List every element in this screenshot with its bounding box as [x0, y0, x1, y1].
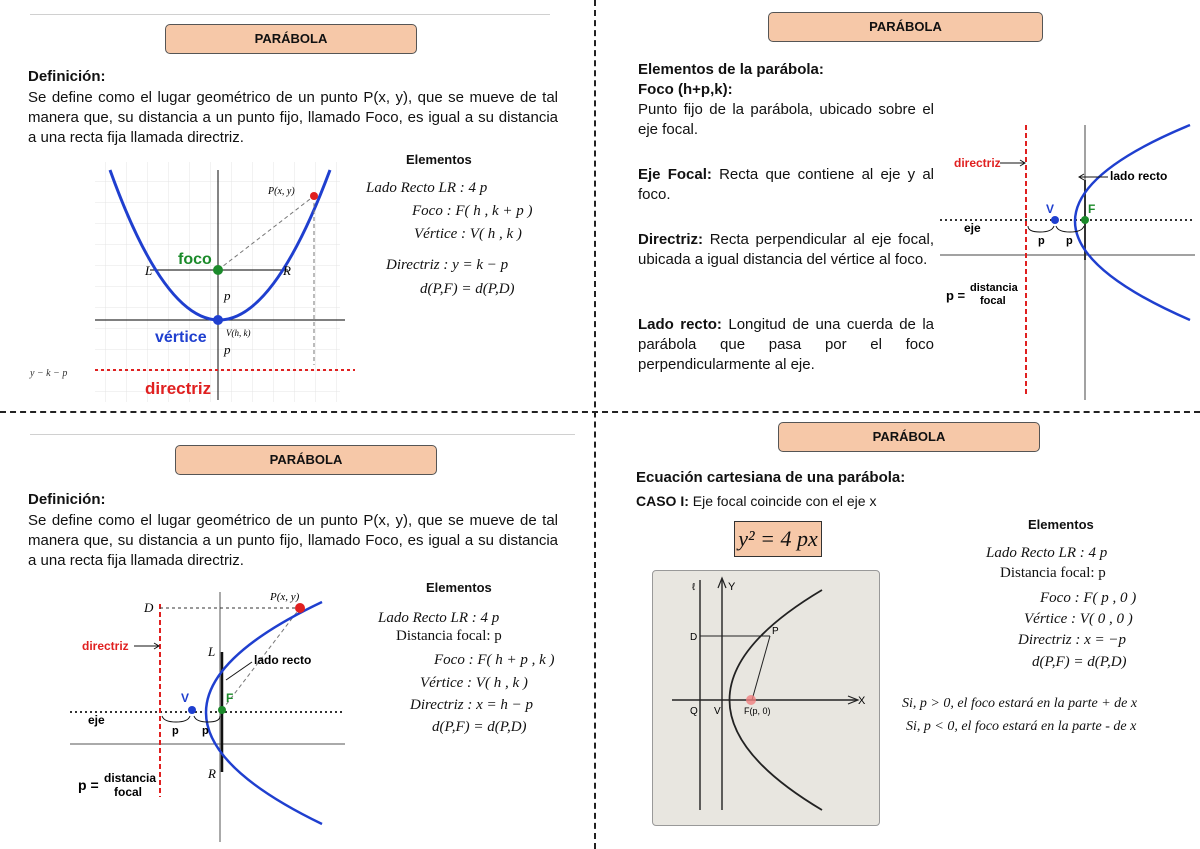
panel-title: PARÁBOLA — [165, 24, 417, 54]
directrix-equation-label: y − k − p — [30, 368, 68, 379]
formula-directriz: Directriz : x = h − p — [410, 697, 534, 713]
pf-segment — [752, 636, 770, 700]
eje-focal-block: Eje Focal: Recta que contiene al eje y al foco. — [638, 166, 935, 203]
distancia-label: distancia — [104, 771, 157, 785]
formula-distance: d(P,F) = d(P,D) — [420, 281, 515, 297]
vertex-point — [213, 315, 223, 325]
p-equals-label: p = — [946, 288, 966, 303]
point-p-label: P — [772, 626, 779, 637]
definition-heading: Definición: — [28, 68, 106, 85]
vertex-label: vértice — [155, 329, 207, 346]
distance-p-left: p — [172, 725, 179, 737]
panel-title: PARÁBOLA — [768, 12, 1043, 42]
foco-text: Punto fijo de la parábola, ubicado sobre el eje focal. — [638, 101, 934, 138]
formula-distance: d(P,F) = d(P,D) — [432, 719, 527, 735]
parabola-horizontal-graph — [940, 120, 1195, 400]
elements-heading: Elementos — [1028, 517, 1094, 532]
point-p-label: P(x, y) — [270, 591, 300, 603]
point-l-label: L — [208, 644, 216, 659]
focus-label: F(p, 0) — [744, 706, 771, 716]
directrix-label: directriz — [145, 379, 212, 398]
panel-title: PARÁBOLA — [175, 445, 437, 475]
point-d-label: D — [690, 632, 698, 643]
directrix-label: directriz — [82, 639, 129, 653]
condition-positive: Si, p > 0, el foco estará en la parte + de x — [902, 696, 1138, 711]
formula-vertice: Vértice : V( h , k ) — [420, 675, 528, 691]
vertex-label: V — [181, 691, 190, 705]
directrix-letter-label: ℓ — [692, 582, 696, 593]
vertex-point — [1051, 216, 1059, 224]
distancia-label: distancia — [970, 282, 1018, 294]
p-equals-label: p = — [78, 777, 99, 793]
axis-label: eje — [88, 713, 105, 727]
formula-vertice: Vértice : V( h , k ) — [414, 226, 522, 242]
focus-point — [213, 265, 223, 275]
point-r-label: R — [208, 766, 216, 781]
condition-negative: Si, p < 0, el foco estará en la parte - de x — [906, 719, 1137, 734]
vertex-point — [188, 706, 196, 714]
lado-recto-block: Lado recto: Longitud de una cuerda de la parábola que pasa por el foco perpendicularmente al eje. — [638, 316, 934, 373]
point-d-label: D — [144, 600, 154, 615]
focal-label: focal — [980, 295, 1006, 307]
distance-p-lower: p — [224, 342, 231, 357]
parabola-curve — [1075, 125, 1190, 320]
definition-text: Se define como el lugar geométrico de un punto P(x, y), que se mueve de tal manera que, su distancia a un punto fijo, llamado Foco, es igual a su distancia a una recta fija llamada directriz. — [28, 512, 558, 569]
distance-p-upper: p — [224, 288, 231, 303]
brace-right — [1056, 226, 1084, 232]
definition-text: Se define como el lugar geométrico de un punto P(x, y), que se mueve de tal manera que, su distancia a un punto fijo, llamado Foco, es igual a su distancia a una recta fija llamada directriz. — [28, 89, 558, 146]
formula-lado-recto: Lado Recto LR : 4 p — [366, 180, 488, 196]
vertex-label: V — [714, 706, 721, 717]
panel-definition-vertical — [0, 0, 590, 412]
focus-point — [218, 706, 226, 714]
formula-distancia-focal: Distancia focal: p — [1000, 565, 1106, 581]
parabola-vertical-graph — [0, 160, 360, 410]
focus-label: F — [1088, 202, 1096, 216]
focus-label: F — [226, 691, 234, 705]
vertical-divider — [594, 0, 596, 849]
panel-title: PARÁBOLA — [778, 422, 1040, 452]
elements-heading: Elementos — [426, 580, 492, 595]
cartesian-equation: y² = 4 px — [734, 521, 822, 557]
panel-elements — [600, 0, 1200, 412]
directriz-block: Directriz: Recta perpendicular al eje focal, ubicada a igual distancia del vértice al foco. — [638, 231, 934, 268]
equation-heading: Ecuación cartesiana de una parábola: — [636, 469, 906, 486]
parabola-horizontal-graph — [60, 592, 350, 842]
point-l-label: L — [145, 263, 153, 278]
formula-lado-recto: Lado Recto LR : 4 p — [378, 610, 500, 626]
panel-definition-horizontal — [0, 414, 590, 849]
focus-label: foco — [178, 251, 212, 268]
formula-directriz: Directriz : x = −p — [1018, 632, 1127, 648]
elements-heading: Elementos — [406, 152, 472, 167]
point-p — [295, 603, 305, 613]
distance-p-right: p — [202, 725, 209, 737]
vertex-coords-label: V(h, k) — [226, 328, 251, 338]
focal-label: focal — [114, 785, 143, 799]
point-q-label: Q — [690, 706, 698, 717]
directrix-label: directriz — [954, 156, 1001, 170]
x-axis-label: X — [858, 695, 866, 707]
focus-point — [746, 695, 756, 705]
foco-heading: Foco (h+p,k): — [638, 81, 733, 98]
brace-left — [1028, 226, 1054, 232]
formula-lado-recto: Lado Recto LR : 4 p — [986, 545, 1108, 561]
formula-foco: Foco : F( h , k + p ) — [412, 203, 533, 219]
formula-distance: d(P,F) = d(P,D) — [1032, 654, 1127, 670]
latus-rectum-label: lado recto — [1110, 169, 1168, 183]
distance-p-right: p — [1066, 235, 1073, 247]
vertex-label: V — [1046, 202, 1055, 216]
formula-foco: Foco : F( h + p , k ) — [434, 652, 555, 668]
y-axis-label: Y — [728, 581, 736, 593]
axis-label: eje — [964, 221, 981, 235]
formula-vertice: Vértice : V( 0 , 0 ) — [1024, 611, 1133, 627]
distance-p-left: p — [1038, 235, 1045, 247]
top-rule — [30, 14, 550, 15]
formula-directriz: Directriz : y = k − p — [386, 257, 509, 273]
point-r-label: R — [283, 263, 291, 278]
formula-foco: Foco : F( p , 0 ) — [1040, 590, 1137, 606]
case-line: CASO I: Eje focal coincide con el eje x — [636, 493, 877, 509]
point-p-label: P(x, y) — [268, 186, 295, 197]
latus-rectum-label: lado recto — [254, 653, 312, 667]
formula-distancia-focal: Distancia focal: p — [396, 628, 502, 644]
point-p — [310, 192, 318, 200]
focus-point — [1081, 216, 1089, 224]
scanned-parabola-graph — [652, 570, 880, 826]
panel-cartesian-equation — [600, 414, 1200, 849]
top-rule — [30, 434, 575, 435]
elements-heading: Elementos de la parábola: — [638, 61, 824, 78]
definition-heading: Definición: — [28, 491, 106, 508]
